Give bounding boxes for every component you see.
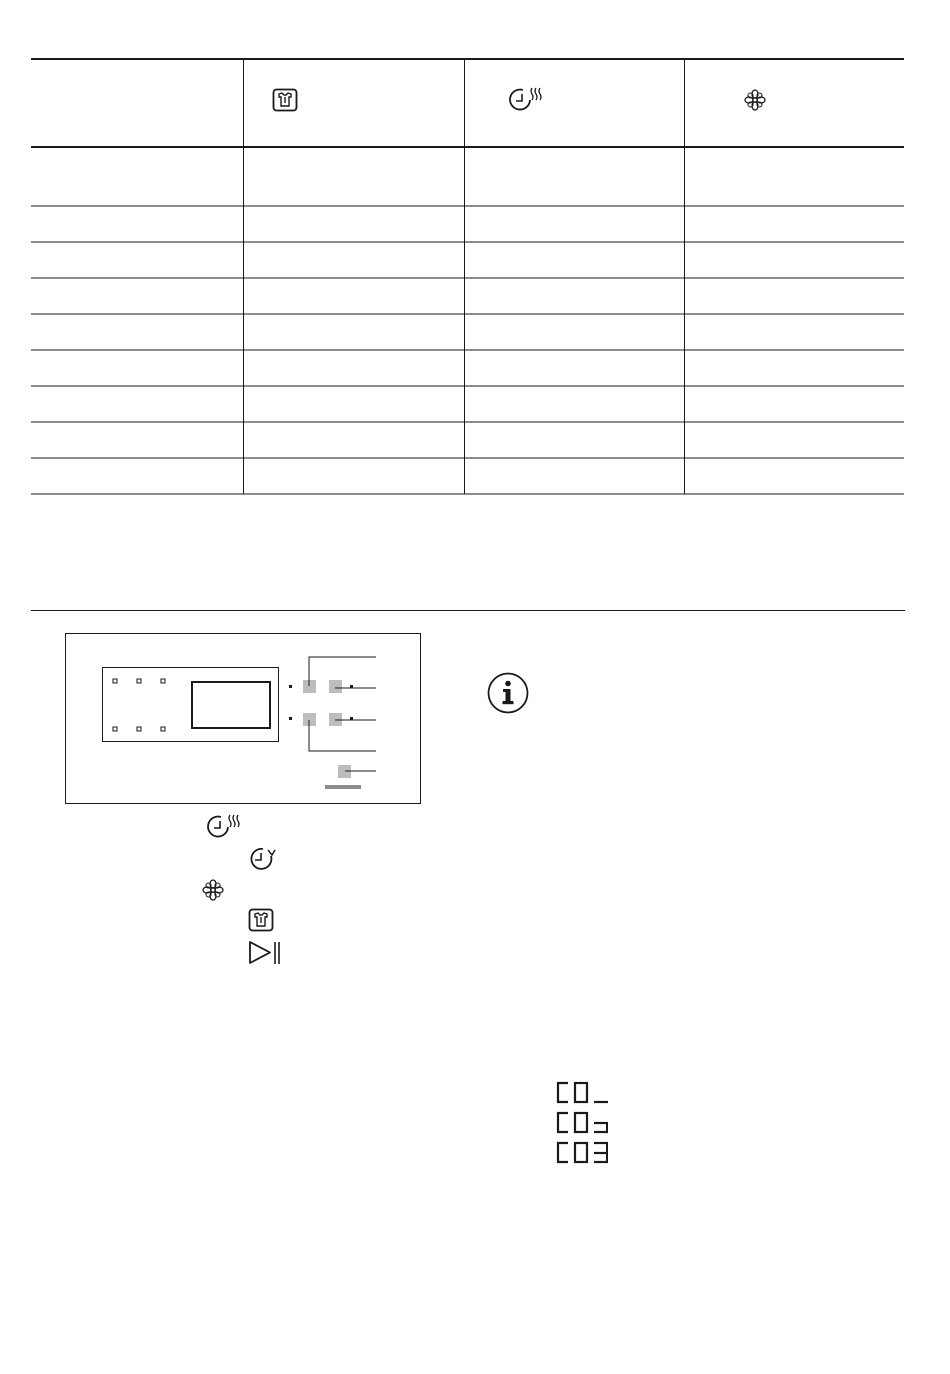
table-header-time-dry-icon [510,86,546,114]
legend-play-pause-icon [248,940,282,966]
table-header-flower-icon [744,89,766,111]
legend-shirt-dry-icon [248,908,274,932]
display-code-level-1 [556,1081,612,1105]
table-grid [0,0,950,500]
display-code-level-3 [556,1141,612,1165]
segment-code-c0-level-3 [556,1141,612,1165]
control-panel-drawing [65,633,421,805]
section-divider [31,610,905,611]
info-icon [487,672,529,714]
control-panel-diagram [65,633,421,805]
display-code-level-2 [556,1111,612,1135]
legend-delay-timer-icon [249,846,277,872]
table-header-shirt-icon [272,88,298,112]
legend-time-dry-icon [208,813,244,841]
legend-flower-icon [202,879,224,901]
segment-code-c0-level-2 [556,1111,612,1135]
settings-table [0,0,950,500]
segment-code-c0-level-1 [556,1081,612,1105]
